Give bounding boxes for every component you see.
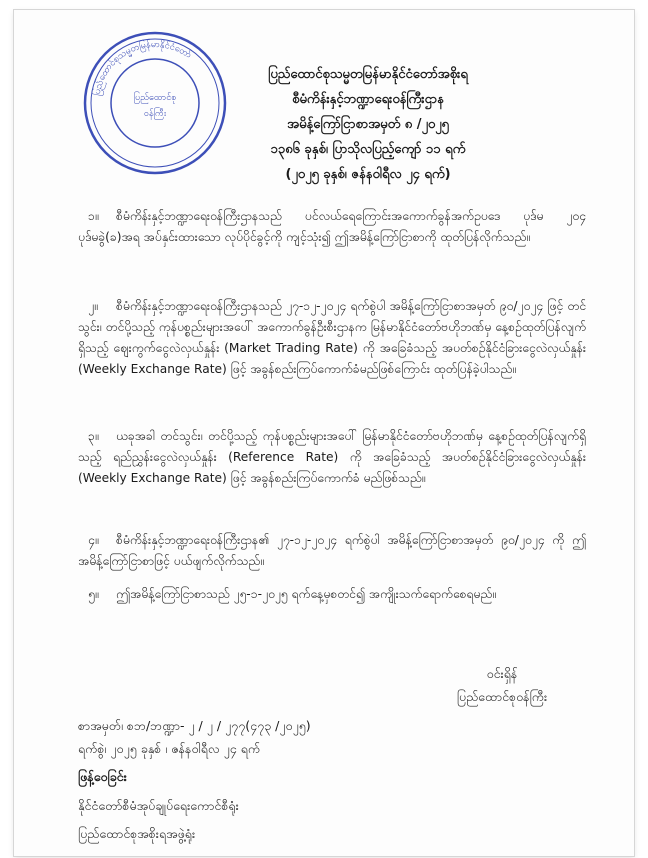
distribution-heading: ဖြန့်ဝေခြင်း [78,769,127,784]
svg-text:ပြည်ထောင်စု: ပြည်ထောင်စု [133,93,177,103]
paragraph-number: ၄။ [88,533,99,547]
issue-date: ရက်စွဲ၊ ၂၀၂၅ ခုနှစ် ၊ ဇန်နဝါရီလ ၂၄ ရက် [78,740,261,756]
paragraph-text: ယခုအခါ တင်သွင်း၊ တင်ပို့သည့် ကုန်ပစ္စည်းများအပေါ် မြန်မာနိုင်ငံတော်ဗဟိုဘဏ်မှ နေ့စဉ်ထုတ်ပြန်လျက်ရှိသည့် ရည်ညွှန်းငွေလဲလှယ်နှုန်း (Reference Rate) ကို အခြေခံသည့် အပတ်စဉ်နိုင်ငံခြားငွေလဲလှယ်နှုန်း (Weekly Exchange Rate) ဖြင့် အခွန်စည်းကြပ်ကောက်ခံ မည်ဖြစ်သည်။ [78,429,586,485]
notification-number: အမိန့်ကြော်ငြာစာအမှတ် ၈ /၂၀၂၅ [287,117,449,132]
distribution-recipient-2: ပြည်ထောင်စုအစိုးရအဖွဲ့ရုံး [78,826,196,841]
myanmar-date: ၁၃၈၆ ခုနှစ်၊ ပြာသိုလပြည့်ကျော် ၁၁ ရက် [270,142,466,157]
paragraph-text: စီမံကိန်းနှင့်ဘဏ္ဍာရေးဝန်ကြီးဌာန၏ ၂၇-၁၂-၂၀၂၄ ရက်စွဲပါ အမိန့်ကြော်ငြာစာအမှတ် ၉၀/၂၀၂၄ ကို ဤအမိန့်ကြော်ငြာစာဖြင့် ပယ်ဖျက်လိုက်သည်။ [78,533,586,568]
paragraph-number: ၂။ [88,299,98,313]
signatory-position: ပြည်ထောင်စုဝန်ကြီး [456,689,548,704]
paragraph-number: ၅။ [88,587,99,601]
government-name: ပြည်ထောင်စုသမ္မတမြန်မာနိုင်ငံတော်အစိုးရ [268,67,468,82]
signature-block [402,662,602,708]
gregorian-date: (၂၀၂၅ ခုနှစ်၊ ဇန်နဝါရီလ ၂၄ ရက်) [285,167,451,182]
paragraph-text: စီမံကိန်းနှင့်ဘဏ္ဍာရေးဝန်ကြီးဌာနသည် ပင်လယ်ရေကြောင်းအကောက်ခွန်အက်ဥပဒေ ပုဒ်မ ၂၀၄ ပုဒ်မခွဲ(ခ)အရ အပ်နှင်းထားသော လုပ်ပိုင်ခွင့်ကို ကျင့်သုံး၍ ဤအမိန့်ကြော်ငြာစာကို ထုတ်ပြန်လိုက်သည်။ [78,209,586,244]
paragraph-5 [78,584,586,605]
svg-text:ဝန်ကြီး: ဝန်ကြီး [143,109,167,119]
paragraph-number: ၁။ [88,209,99,223]
paragraph-2 [78,296,586,380]
document-footer [78,715,598,846]
paragraph-number: ၃။ [88,429,99,443]
paragraph-1 [78,206,586,248]
ministry-name: စီမံကိန်းနှင့်ဘဏ္ဍာရေးဝန်ကြီးဌာန [292,92,444,107]
paragraph-text: စီမံကိန်းနှင့်ဘဏ္ဍာရေးဝန်ကြီးဌာနသည် ၂၇-၁၂-၂၀၂၄ ရက်စွဲပါ အမိန့်ကြော်ငြာစာအမှတ် ၉၀/၂၀၂၄ ဖြင့် တင်သွင်း၊ တင်ပို့သည့် ကုန်ပစ္စည်းများအပေါ် အကောက်ခွန်ဦးစီးဌာနက မြန်မာနိုင်ငံတော်ဗဟိုဘဏ်မှ နေ့စဉ်ထုတ်ပြန်လျက်ရှိသည့် ဈေးကွက်ငွေလဲလှယ်နှုန်း (Market Trading Rate) ကို အခြေခံသည့် အပတ်စဉ်နိုင်ငံခြားငွေလဲလှယ်နှုန်း (Weekly Exchange Rate) ဖြင့် အခွန်စည်းကြပ်ကောက်ခံမည်ဖြစ်ကြောင်း ထုတ်ပြန်ခဲ့ပါသည်။ [78,299,586,376]
paragraph-text: ဤအမိန့်ကြော်ငြာစာသည် ၂၅-၁-၂၀၂၅ ရက်နေ့မှစတင်၍ အကျိုးသက်ရောက်စေရမည်။ [116,587,496,601]
svg-text:ပြည်ထောင်စုသမ္မတမြန်မာနိုင်ငံတ: ပြည်ထောင်စုသမ္မတမြန်မာနိုင်ငံတော် [92,39,193,97]
document-header [198,62,538,187]
paragraph-4 [78,530,586,572]
distribution-recipient-1: နိုင်ငံတော်စီမံအုပ်ချုပ်ရေးကောင်စီရုံး [78,797,239,813]
reference-number: စာအမှတ်၊ စဘ/ဘဏ္ဍာ- ၂ / ၂ / ၂၇၇(၄၇၃ /၂၀၂၅) [78,718,311,733]
signatory-name: ဝင်းရှိန် [486,666,518,681]
paragraph-3 [78,426,586,489]
